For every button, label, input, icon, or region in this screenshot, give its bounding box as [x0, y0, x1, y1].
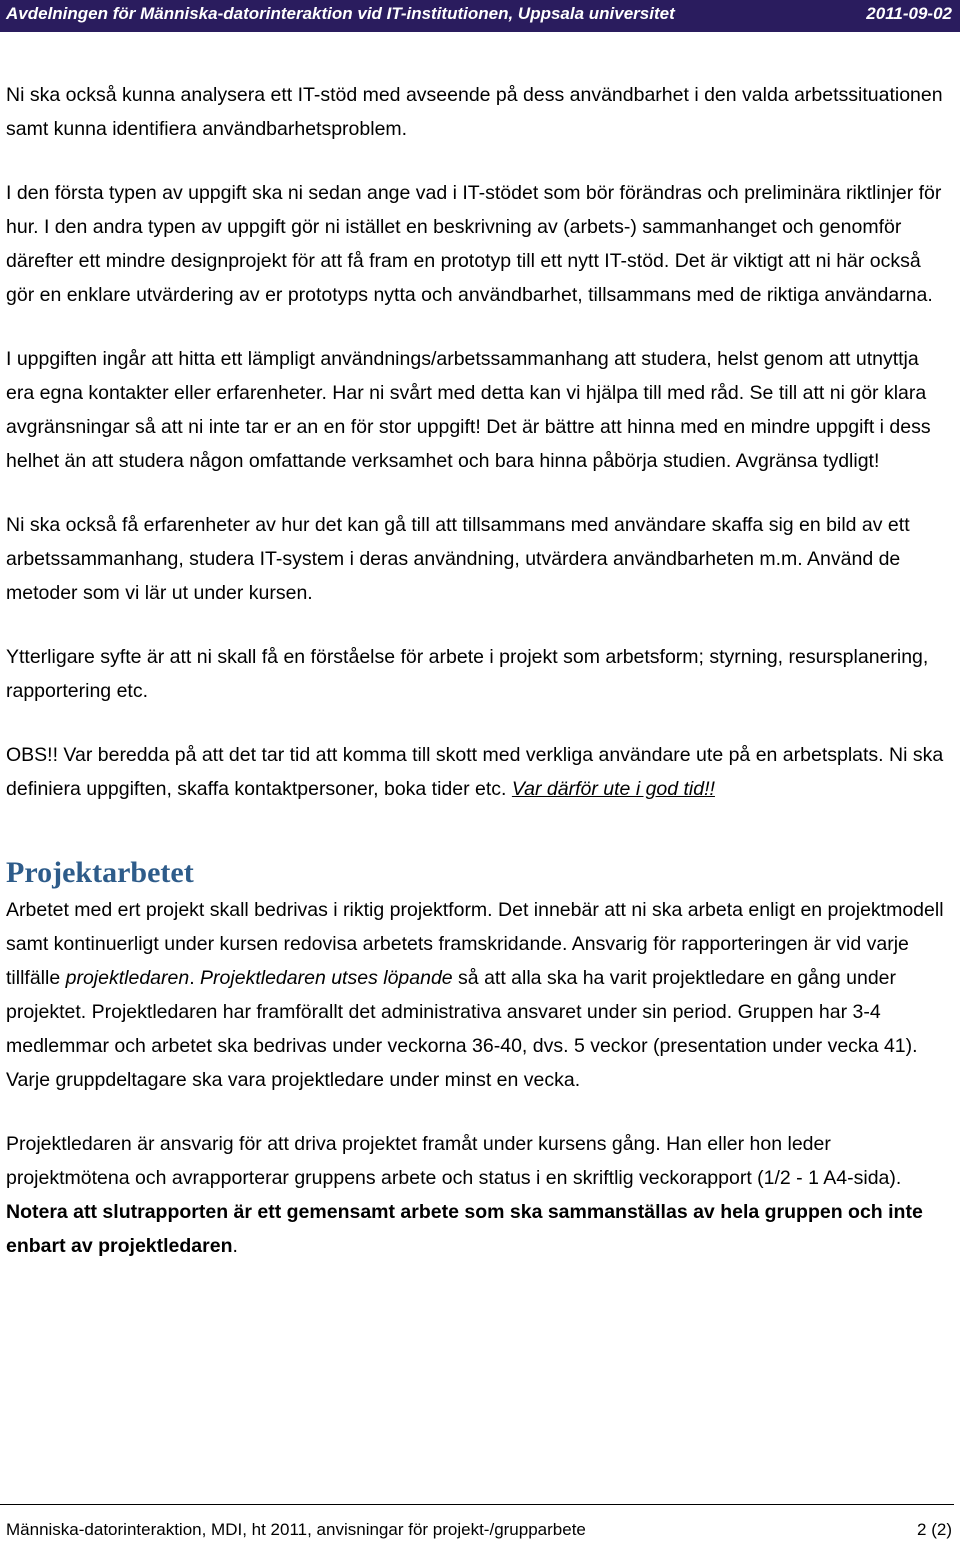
text-run: så att alla ska ha varit projektledare en gång under projektet. Projektledaren har framförallt det administrativa ansvaret under sin period. Gruppen har 3-4 medlemmar och arbetet ska bedrivas under veckorna 36-40, dvs. 5 veckor (presentation under vecka 41). Varje gruppdeltagare ska vara projektledare under minst en vecka.	[6, 967, 918, 1091]
page-header	[0, 0, 960, 32]
text-run: .	[232, 1235, 238, 1257]
text-run: Projektledaren är ansvarig för att driva projektet framåt under kursens gång. Han eller hon leder projektmötena och avrapporterar gruppens arbete och status i en skriftlig veckorapport (1/2 - 1 A4-sida).	[6, 1133, 902, 1189]
paragraph-context: I uppgiften ingår att hitta ett lämpligt användnings/arbetssammanhang att studera, helst genom att utnyttja era egna kontakter eller erfarenheter. Har ni svårt med detta kan vi hjälpa till med råd. Se till att ni gör klara avgränsningar så att ni inte tar er an en för stor uppgift! Det är bättre att hinna med en mindre uppgift i dess helhet än att studera någon omfattande verksamhet och bara hinna påbörja studien. Avgränsa tydligt!	[6, 348, 931, 472]
obs-emphasis: Var därför ute i god tid!!	[511, 778, 715, 800]
document-body	[6, 78, 952, 1263]
paragraph-project-lead	[6, 1127, 952, 1263]
paragraph-task-types: I den första typen av uppgift ska ni sedan ange vad i IT-stödet som bör förändras och preliminära riktlinjer för hur. I den andra typen av uppgift gör ni istället en beskrivning av (arbets-) sammanhanget och genomför därefter ett mindre designprojekt för att få fram en prototyp till ett nytt IT-stöd. Det är viktigt att ni här också gör en enklare utvärdering av er prototyps nytta och användbarhet, tillsammans med de riktiga användarna.	[6, 182, 942, 306]
section-heading: Projektarbetet	[6, 856, 194, 889]
paragraph-obs	[6, 738, 952, 806]
header-date: 2011-09-02	[866, 4, 952, 23]
footer-course: Människa-datorinteraktion, MDI, ht 2011, anvisningar för projekt-/grupparbete	[6, 1520, 586, 1539]
text-run: .	[189, 967, 201, 989]
footer-divider	[0, 1504, 954, 1505]
italic-run: Projektledaren utses löpande	[200, 967, 453, 989]
text-run: Arbetet med ert projekt skall bedrivas i riktig projektform. Det innebär att ni ska arbeta enligt en projektmodell samt kontinuerligt under kursen redovisa arbetets framskridande. Ansvarig för rapporteringen är vid varje tillfälle	[6, 899, 944, 989]
page-number: 2 (2)	[917, 1520, 952, 1539]
paragraph-analysis: Ni ska också kunna analysera ett IT-stöd med avseende på dess användbarhet i den valda arbetssituationen samt kunna identifiera användbarhetsproblem.	[6, 84, 943, 140]
paragraph-project-form	[6, 893, 952, 1097]
bold-run: Notera att slutrapporten är ett gemensamt arbete som ska sammanställas av hela gruppen och inte enbart av projektledaren	[6, 1201, 923, 1257]
paragraph-purpose: Ytterligare syfte är att ni skall få en förståelse för arbete i projekt som arbetsform; styrning, resursplanering, rapportering etc.	[6, 646, 929, 702]
header-department: Avdelningen för Människa-datorinteraktion vid IT-institutionen, Uppsala universitet	[6, 4, 675, 23]
italic-run: projektledaren	[65, 967, 190, 989]
obs-text: OBS!! Var beredda på att det tar tid att komma till skott med verkliga användare ute på en arbetsplats. Ni ska definiera uppgiften, skaffa kontaktpersoner, boka tider etc.	[6, 744, 944, 800]
paragraph-experience: Ni ska också få erfarenheter av hur det kan gå till att tillsammans med användare skaffa sig en bild av ett arbetssammanhang, studera IT-system i deras användning, utvärdera användbarheten m.m. Använd de metoder som vi lär ut under kursen.	[6, 514, 910, 604]
